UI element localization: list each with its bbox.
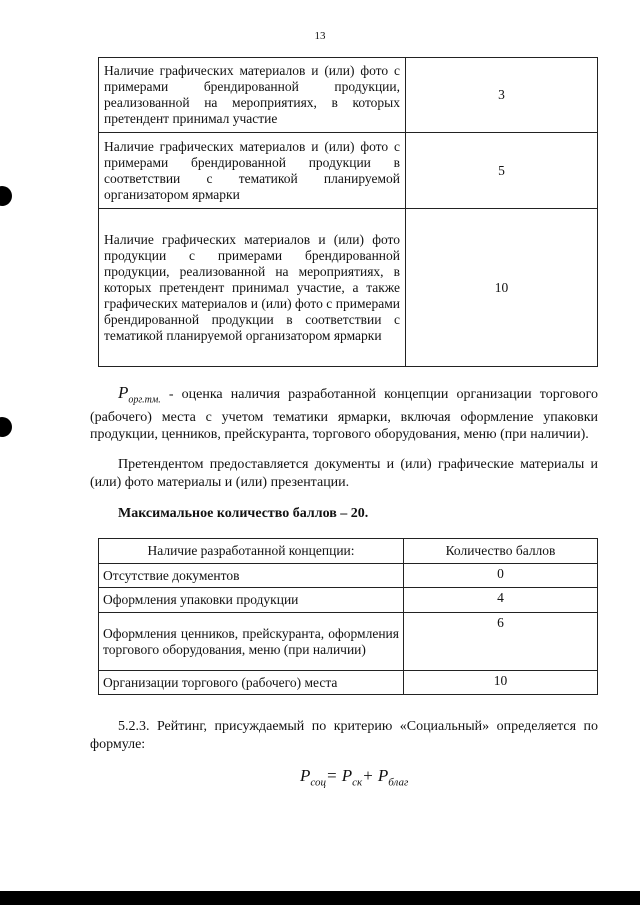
max-score-heading: Максимальное количество баллов – 20. — [118, 506, 369, 521]
concept-value: 4 — [404, 588, 598, 613]
concept-score-table — [98, 538, 598, 695]
criteria-description: Наличие графических материалов и (или) фото с примерами брендированной продукции, реализованной на мероприятиях, в которых претендент принимал участие — [99, 58, 406, 133]
criteria-description: Наличие графических материалов и (или) фото с примерами брендированной продукции в соответствии с тематикой планируемой организатором ярмарки — [99, 133, 406, 209]
criteria-score: 10 — [406, 209, 598, 367]
table-row — [99, 671, 598, 695]
scan-edge-bar — [0, 891, 640, 905]
concept-value: 0 — [404, 564, 598, 588]
concept-value: 6 — [404, 613, 598, 671]
criteria-score: 3 — [406, 58, 598, 133]
column-header: Наличие разработанной концепции: — [99, 539, 404, 564]
criteria-description: Наличие графических материалов и (или) фото продукции с примерами брендированной продукции, реализованной на мероприятиях, в которых претендент принимал участие, а также графических материалов и (или) фото с примерами брендированной продукции в соответствии с тематикой планируемой организатором ярмарки — [99, 209, 406, 367]
table-row — [99, 588, 598, 613]
table-row — [99, 613, 598, 671]
table-row — [99, 564, 598, 588]
criteria-score-table — [98, 57, 598, 367]
punch-hole — [0, 186, 12, 206]
rating-symbol: $P_{орг.тм.}$ — [118, 383, 161, 406]
column-header: Количество баллов — [404, 539, 598, 564]
concept-label: Оформления ценников, прейскуранта, оформления торгового оборудования, меню (при наличии) — [99, 613, 404, 671]
social-rating-formula: $P_{соц}= P_{ск}+ P_{благ}$ — [300, 766, 409, 789]
criteria-score: 5 — [406, 133, 598, 209]
table-row — [99, 209, 598, 367]
table-row — [99, 133, 598, 209]
page-number: 13 — [314, 30, 326, 42]
concept-label: Оформления упаковки продукции — [99, 588, 404, 613]
concept-label: Отсутствие документов — [99, 564, 404, 588]
documents-paragraph: Претендентом предоставляется документы и (или) графические материалы и (или) фото материалы и (или) презентации. — [90, 457, 598, 490]
table-row — [99, 58, 598, 133]
concept-description-paragraph: $P_{орг.тм.}$ - оценка наличия разработанной концепции организации торгового (рабочего) места с учетом тематики ярмарки, включая оформление упаковки продукции, ценников, прейскуранта, торгового оборудования, меню (при наличии). — [90, 383, 598, 443]
punch-hole — [0, 417, 12, 437]
concept-label: Организации торгового (рабочего) места — [99, 671, 404, 695]
social-rating-paragraph: 5.2.3. Рейтинг, присуждаемый по критерию «Социальный» определяется по формуле: — [90, 719, 598, 752]
concept-value: 10 — [404, 671, 598, 695]
table-header-row — [99, 539, 598, 564]
